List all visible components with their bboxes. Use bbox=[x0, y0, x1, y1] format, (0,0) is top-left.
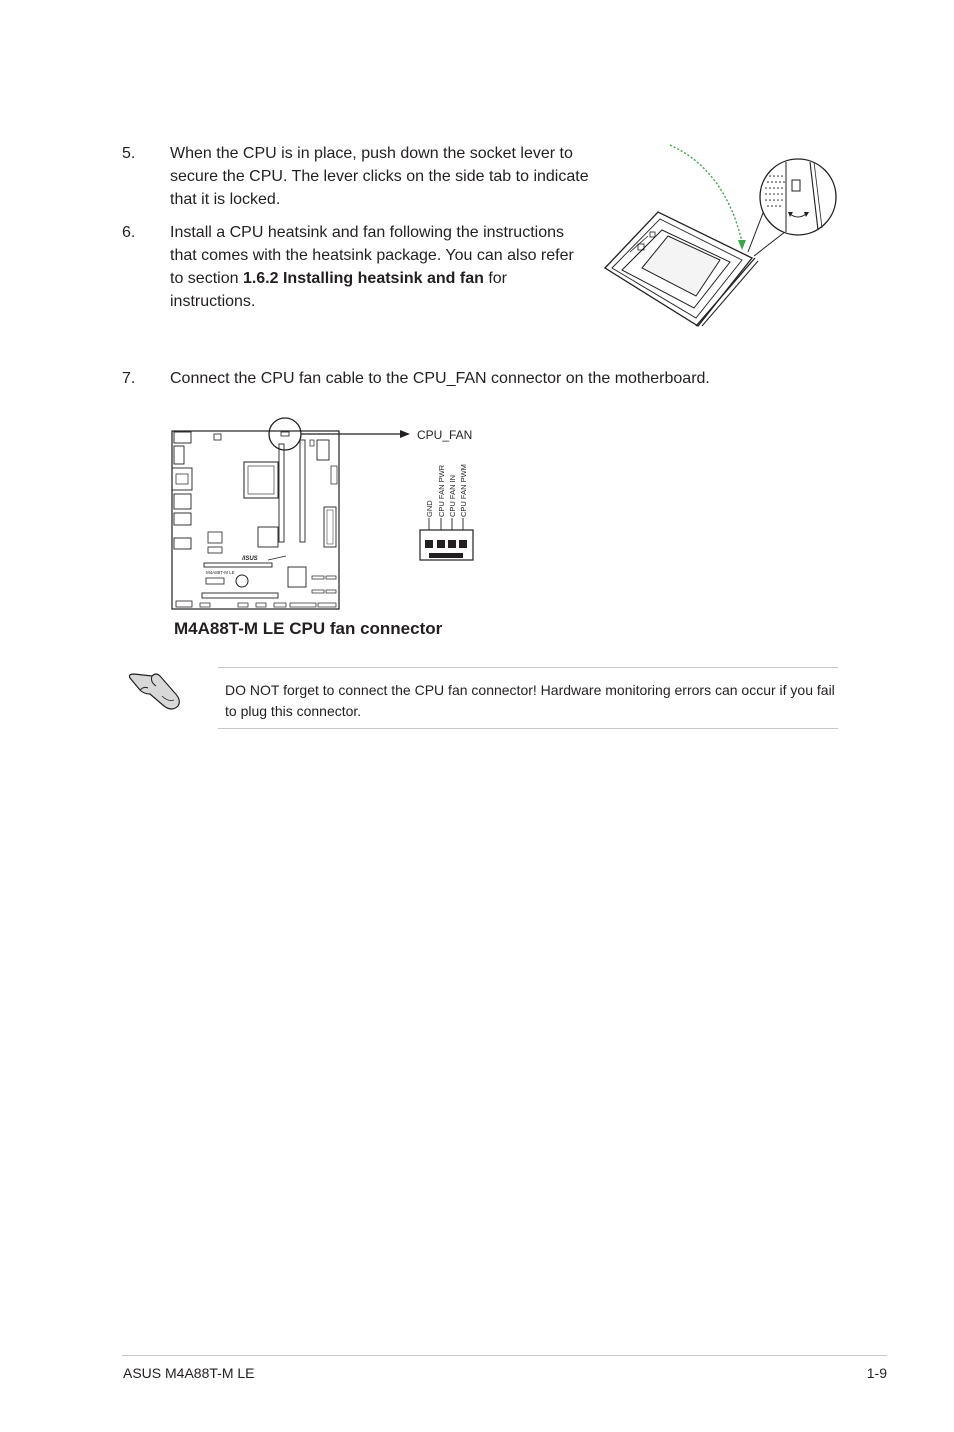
pin-label-gnd: GND bbox=[425, 500, 434, 517]
section-reference: 1.6.2 Installing heatsink and fan bbox=[242, 270, 484, 287]
step-text: When the CPU is in place, push down the socket lever to secure the CPU. The lever clicks on the side tab to indicate that it is locked. bbox=[170, 145, 589, 208]
note-divider-top bbox=[218, 667, 838, 668]
pin-label-pwm: CPU FAN PWM bbox=[459, 464, 468, 517]
warning-hand-icon bbox=[126, 664, 186, 712]
cpu-socket-lever-illustration bbox=[600, 140, 845, 340]
board-model-label: M4A88T-M LE bbox=[206, 570, 235, 575]
figure-caption: M4A88T-M LE CPU fan connector bbox=[174, 619, 443, 638]
board-logo: /ISUS bbox=[242, 556, 258, 562]
footer-product-name: ASUS M4A88T-M LE bbox=[123, 1365, 255, 1381]
step-text-part: Install a CPU heatsink and fan following the instructions that comes with the heatsink package. You can also refer to section bbox=[170, 224, 574, 287]
motherboard-diagram bbox=[168, 410, 498, 616]
step-text: Connect the CPU fan cable to the CPU_FAN connector on the motherboard. bbox=[170, 370, 710, 387]
step-number: 5. bbox=[122, 145, 136, 162]
footer-divider bbox=[122, 1355, 887, 1356]
step-text bbox=[170, 221, 590, 313]
note-divider-bottom bbox=[218, 728, 838, 729]
pin-label-pwr: CPU FAN PWR bbox=[437, 464, 446, 517]
cpu-fan-label: CPU_FAN bbox=[417, 428, 473, 442]
step-number: 6. bbox=[122, 224, 136, 241]
pin-label-in: CPU FAN IN bbox=[448, 474, 457, 517]
page-number: 1-9 bbox=[866, 1365, 887, 1381]
step-number: 7. bbox=[122, 370, 136, 387]
step-text-part: for instructions. bbox=[170, 270, 508, 310]
note-text: DO NOT forget to connect the CPU fan connector! Hardware monitoring errors can occur if you fail to plug this connector. bbox=[225, 682, 835, 719]
